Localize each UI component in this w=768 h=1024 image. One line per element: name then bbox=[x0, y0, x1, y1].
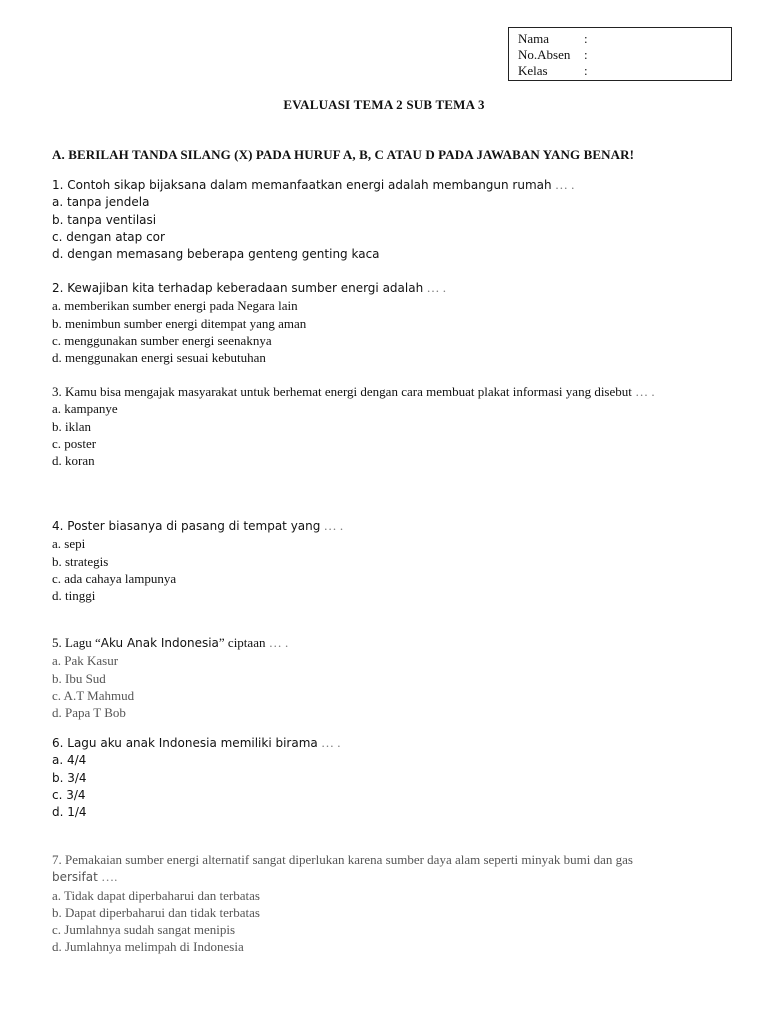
name-field bbox=[518, 31, 731, 47]
option-d: d. Papa T Bob bbox=[52, 705, 126, 721]
question-stem: 7. Pemakaian sumber energi alternatif sangat diperlukan karena sumber daya alam seperti minyak bumi dan gas bbox=[52, 852, 633, 867]
option-a: a. sepi bbox=[52, 536, 86, 552]
option-b: b. 3/4 bbox=[52, 770, 87, 785]
class-field bbox=[518, 63, 731, 79]
question-stem-continued: bersifat …. bbox=[52, 869, 118, 885]
class-label: Kelas bbox=[518, 63, 548, 78]
option-a: a. Pak Kasur bbox=[52, 653, 119, 669]
question-5 bbox=[52, 634, 740, 721]
option-d: d. dengan memasang beberapa genteng genting kaca bbox=[52, 247, 380, 262]
option-b: b. tanpa ventilasi bbox=[52, 212, 157, 227]
question-stem: 1. Contoh sikap bijaksana dalam memanfaatkan energi adalah membangun rumah … . bbox=[52, 177, 575, 192]
option-c: c. poster bbox=[52, 435, 97, 451]
option-d: d. 1/4 bbox=[52, 805, 87, 820]
absen-label: No.Absen bbox=[518, 47, 571, 62]
question-4 bbox=[52, 517, 740, 604]
option-a: a. 4/4 bbox=[52, 753, 87, 768]
option-b: b. menimbun sumber energi ditempat yang aman bbox=[52, 315, 307, 331]
option-b: b. iklan bbox=[52, 418, 91, 434]
question-6 bbox=[52, 734, 740, 821]
option-c: c. A.T Mahmud bbox=[52, 687, 135, 703]
section-instruction: A. BERILAH TANDA SILANG (X) PADA HURUF A, B, C ATAU D PADA JAWABAN YANG BENAR! bbox=[52, 147, 635, 162]
name-separator: : bbox=[584, 31, 588, 46]
option-c: c. ada cahaya lampunya bbox=[52, 570, 177, 586]
song-title: Aku Anak Indonesia bbox=[100, 636, 219, 650]
option-c: c. dengan atap cor bbox=[52, 229, 165, 244]
option-b: b. strategis bbox=[52, 553, 109, 569]
absen-field bbox=[518, 47, 731, 63]
question-stem: 2. Kewajiban kita terhadap keberadaan sumber energi adalah … . bbox=[52, 280, 446, 295]
question-2 bbox=[52, 279, 740, 366]
option-d: d. Jumlahnya melimpah di Indonesia bbox=[52, 939, 244, 955]
question-stem: 3. Kamu bisa mengajak masyarakat untuk berhemat energi dengan cara membuat plakat informasi yang disebut … . bbox=[52, 384, 655, 399]
question-7 bbox=[52, 851, 740, 956]
option-c: c. 3/4 bbox=[52, 787, 86, 802]
option-d: d. menggunakan energi sesuai kebutuhan bbox=[52, 350, 266, 366]
question-stem: 6. Lagu aku anak Indonesia memiliki birama … . bbox=[52, 735, 341, 750]
option-a: a. kampanye bbox=[52, 401, 118, 417]
option-a: a. tanpa jendela bbox=[52, 195, 150, 210]
option-b: b. Dapat diperbaharui dan tidak terbatas bbox=[52, 904, 260, 920]
question-stem: 5. Lagu “Aku Anak Indonesia” ciptaan … . bbox=[52, 635, 289, 650]
name-label: Nama bbox=[518, 31, 550, 46]
question-1 bbox=[52, 176, 740, 263]
option-d: d. tinggi bbox=[52, 588, 96, 604]
option-d: d. koran bbox=[52, 453, 95, 469]
class-separator: : bbox=[584, 63, 588, 78]
question-3 bbox=[52, 383, 740, 469]
absen-separator: : bbox=[584, 47, 588, 62]
page-title: EVALUASI TEMA 2 SUB TEMA 3 bbox=[283, 97, 485, 112]
student-identity-box bbox=[508, 27, 732, 81]
question-stem: 4. Poster biasanya di pasang di tempat yang … . bbox=[52, 518, 344, 533]
option-a: a. Tidak dapat diperbaharui dan terbatas bbox=[52, 887, 260, 903]
option-c: c. menggunakan sumber energi seenaknya bbox=[52, 332, 272, 348]
option-c: c. Jumlahnya sudah sangat menipis bbox=[52, 922, 236, 938]
option-a: a. memberikan sumber energi pada Negara lain bbox=[52, 298, 298, 314]
option-b: b. Ibu Sud bbox=[52, 670, 106, 686]
